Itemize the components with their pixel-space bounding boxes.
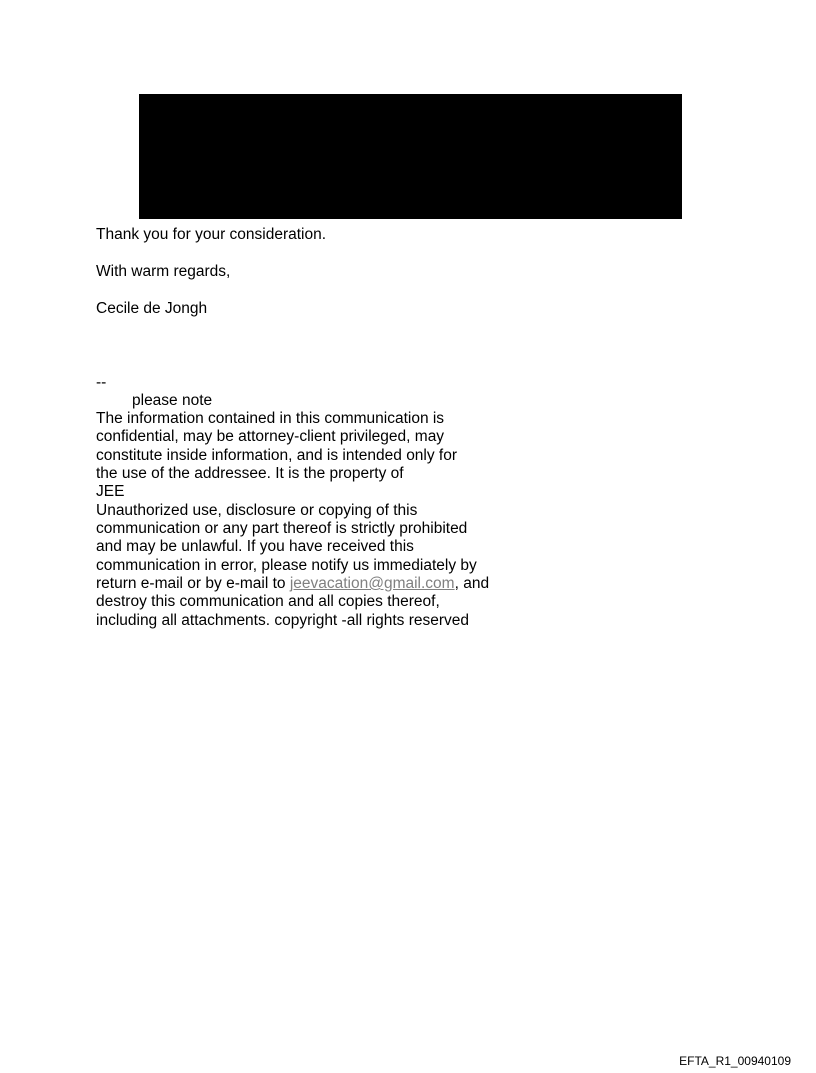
disclaimer-line: Unauthorized use, disclosure or copying of this bbox=[96, 502, 418, 519]
disclaimer-line: communication in error, please notify us immediately by bbox=[96, 557, 477, 574]
email-line-suffix: , and bbox=[454, 575, 490, 592]
disclaimer-line: the use of the addressee. It is the property of bbox=[96, 465, 404, 482]
email-link[interactable]: jeevacation@gmail.com bbox=[289, 575, 455, 592]
disclaimer-line: constitute inside information, and is intended only for bbox=[96, 447, 458, 464]
email-line bbox=[96, 575, 489, 593]
disclaimer-line: JEE bbox=[96, 483, 125, 500]
signature-name: Cecile de Jongh bbox=[96, 300, 208, 317]
disclaimer-line: and may be unlawful. If you have received this bbox=[96, 538, 414, 555]
document-id: EFTA_R1_00940109 bbox=[679, 1054, 791, 1068]
email-line-prefix: return e-mail or by e-mail to bbox=[96, 575, 290, 592]
signature-separator: -- bbox=[96, 374, 107, 391]
closing-line: With warm regards, bbox=[96, 263, 231, 280]
disclaimer-line: The information contained in this communication is bbox=[96, 410, 445, 427]
redaction-block bbox=[139, 94, 682, 219]
disclaimer-line: destroy this communication and all copies thereof, bbox=[96, 593, 440, 610]
disclaimer-line: including all attachments. copyright -all rights reserved bbox=[96, 612, 470, 629]
thanks-line: Thank you for your consideration. bbox=[96, 226, 327, 243]
disclaimer-heading: please note bbox=[132, 392, 213, 409]
disclaimer-line: communication or any part thereof is strictly prohibited bbox=[96, 520, 468, 537]
disclaimer-line: confidential, may be attorney-client privileged, may bbox=[96, 428, 445, 445]
